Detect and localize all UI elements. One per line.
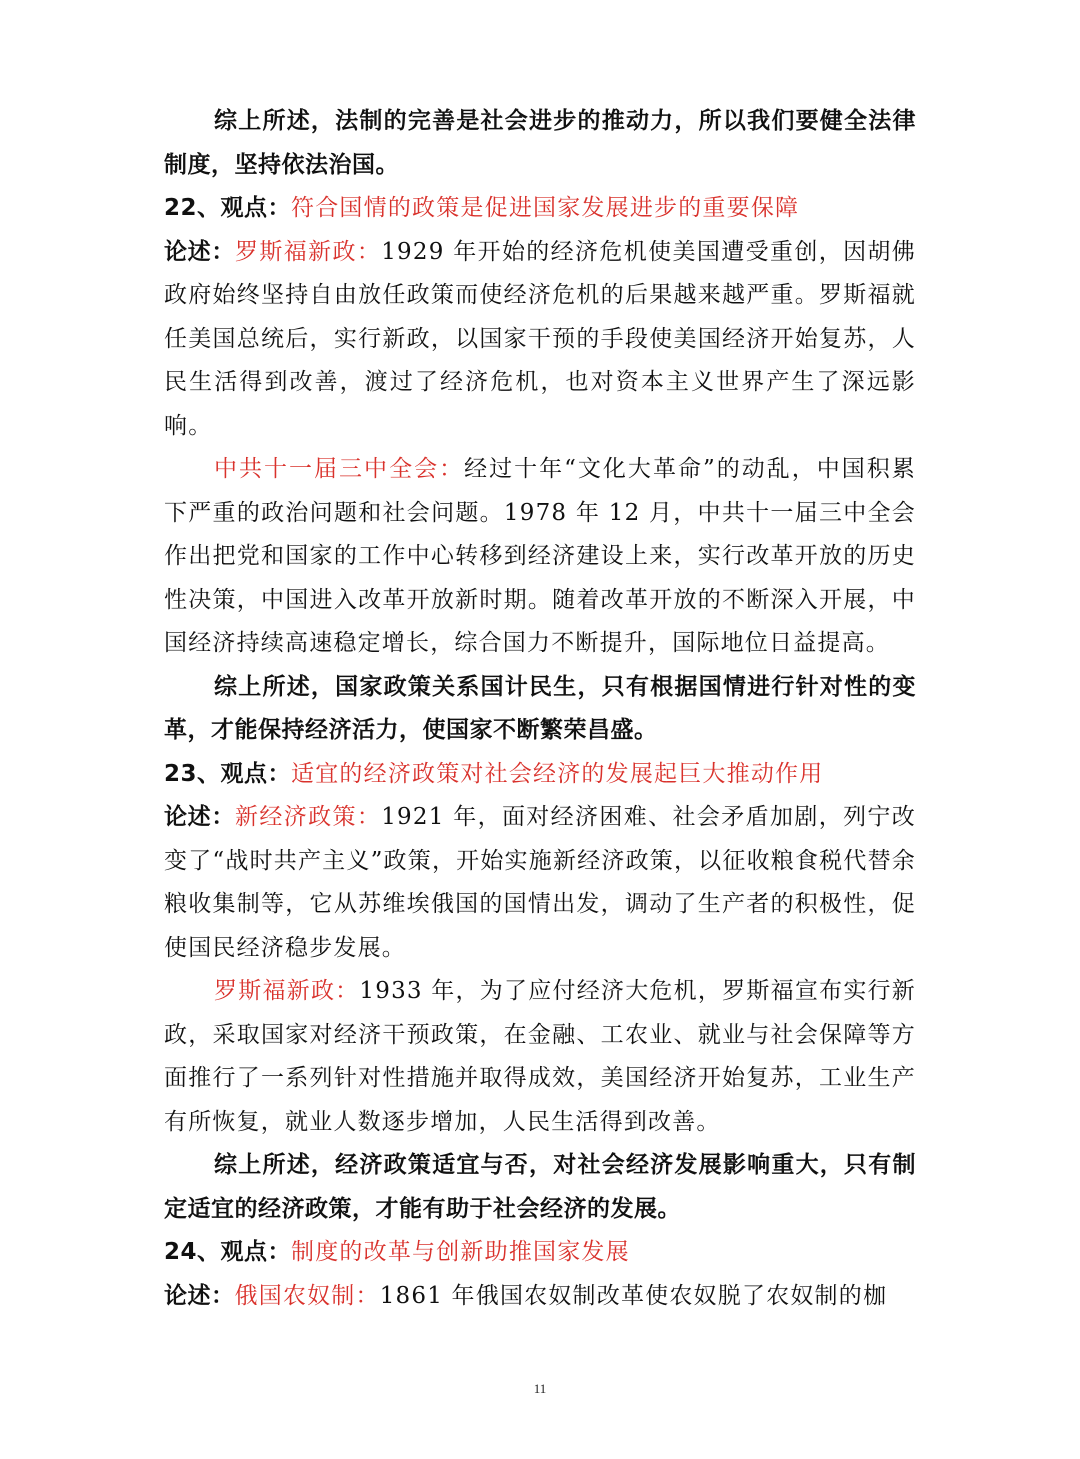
section-22-heading bbox=[164, 187, 916, 231]
section-23-argument-2 bbox=[164, 970, 916, 1144]
section-22-label: 22、观点： bbox=[164, 195, 292, 221]
document-body bbox=[164, 100, 916, 1318]
section-24-heading bbox=[164, 1231, 916, 1275]
section-23-case-2-title: 罗斯福新政： bbox=[214, 978, 360, 1004]
section-23-case-1-title: 新经济政策： bbox=[235, 804, 382, 830]
section-23-argument-label: 论述： bbox=[164, 804, 235, 830]
section-22-argument-label: 论述： bbox=[164, 238, 235, 265]
section-22-case-2-title: 中共十一届三中全会： bbox=[214, 456, 465, 482]
section-24-case-1-title: 俄国农奴制： bbox=[234, 1282, 380, 1309]
section-24-argument-1 bbox=[164, 1275, 916, 1319]
page-number: 11 bbox=[533, 1381, 547, 1396]
section-23-summary: 综上所述，经济政策适宜与否，对社会经济发展影响重大，只有制定适宜的经济政策，才能有助于社会经济的发展。 bbox=[164, 1152, 916, 1222]
section-22-argument-2 bbox=[164, 448, 916, 666]
section-24-label: 24、观点： bbox=[164, 1239, 292, 1265]
section-23-argument-1 bbox=[164, 796, 916, 970]
section-24-argument-label: 论述： bbox=[164, 1282, 235, 1309]
section-23-case-1-text: 1921 年，面对经济困难、社会矛盾加剧，列宁改变了“战时共产主义”政策，开始实施新经济政策，以征收粮食税代替余粮收集制等，它从苏维埃俄国的国情出发，调动了生产者的积极性，促使国民经济稳步发展。 bbox=[164, 804, 916, 961]
section-22-summary: 综上所述，国家政策关系国计民生，只有根据国情进行针对性的变革，才能保持经济活力，使国家不断繁荣昌盛。 bbox=[164, 673, 916, 743]
section-24-viewpoint: 制度的改革与创新助推国家发展 bbox=[291, 1239, 630, 1265]
section-22-argument-1 bbox=[164, 231, 916, 449]
section-22-case-1-title: 罗斯福新政： bbox=[235, 238, 382, 265]
section-23-viewpoint: 适宜的经济政策对社会经济的发展起巨大推动作用 bbox=[291, 760, 824, 787]
section-24-case-1-text: 1861 年俄国农奴制改革使农奴脱了农奴制的枷 bbox=[379, 1282, 888, 1309]
section-23-case-2-text: 1933 年，为了应付经济大危机，罗斯福宣布实行新政，采取国家对经济干预政策，在金融、工农业、就业与社会保障等方面推行了一系列针对性措施并取得成效，美国经济开始复苏，工业生产有所恢复，就业人数逐步增加，人民生活得到改善。 bbox=[164, 978, 916, 1135]
summary-paragraph-prev: 综上所述，法制的完善是社会进步的推动力，所以我们要健全法律制度，坚持依法治国。 bbox=[164, 108, 916, 178]
section-22-case-2-text: 经过十年“文化大革命”的动乱，中国积累下严重的政治问题和社会问题。1978 年 12 月，中共十一届三中全会作出把党和国家的工作中心转移到经济建设上来，实行改革开放的历史性决策，中国进入改革开放新时期。随着改革开放的不断深入开展，中国经济持续高速稳定增长，综合国力不断提升，国际地位日益提高。 bbox=[164, 456, 917, 656]
section-23-label: 23、观点： bbox=[164, 760, 292, 787]
section-22-viewpoint: 符合国情的政策是促进国家发展进步的重要保障 bbox=[291, 195, 800, 221]
section-23-heading bbox=[164, 753, 916, 797]
section-22-case-1-text: 1929 年开始的经济危机使美国遭受重创，因胡佛政府始终坚持自由放任政策而使经济危机的后果越来越严重。罗斯福就任美国总统后，实行新政，以国家干预的手段使美国经济开始复苏，人民生活得到改善，渡过了经济危机，也对资本主义世界产生了深远影响。 bbox=[164, 238, 916, 439]
